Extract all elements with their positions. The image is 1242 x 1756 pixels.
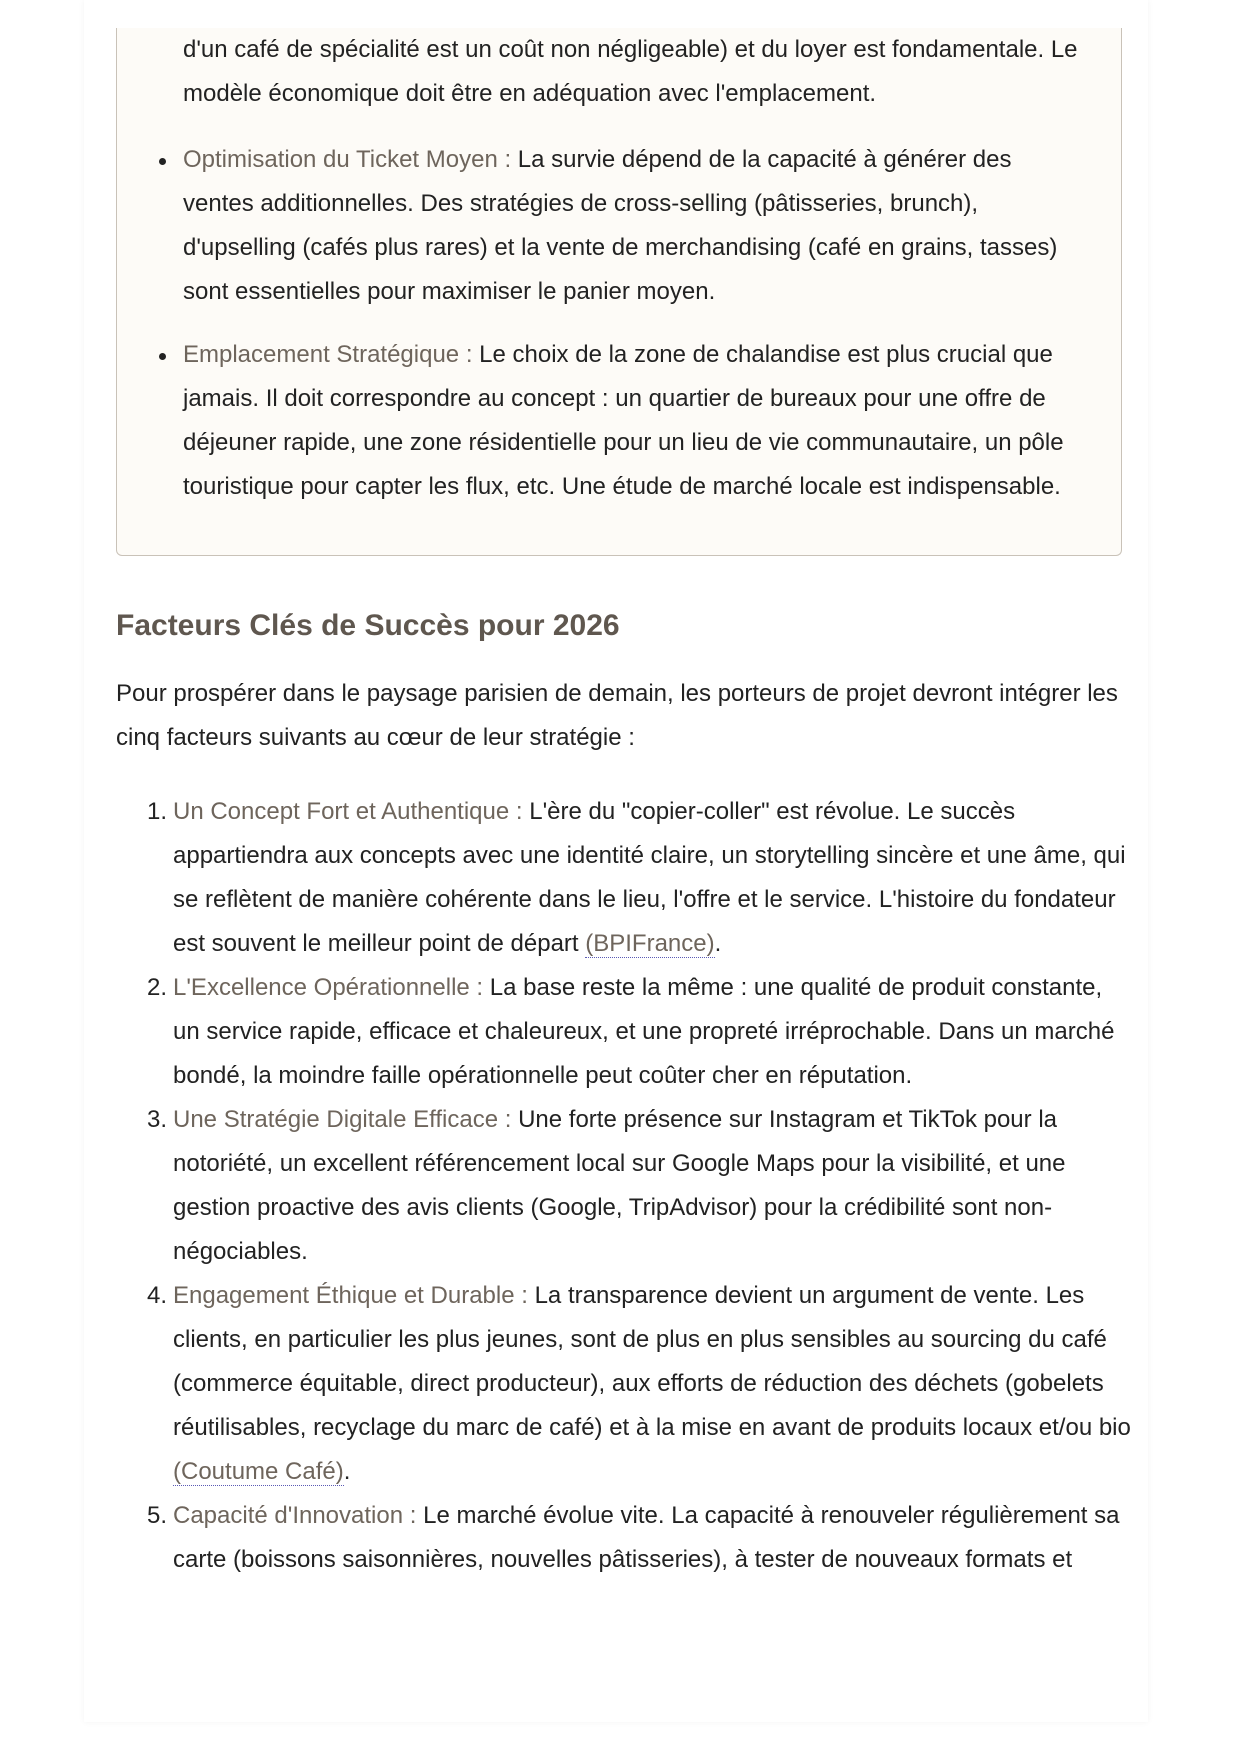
bullet-text: La survie dépend de la capacité à générer des ventes additionnelles. Des stratégies de cross-selling (pâtisseries, brunch), d'upselling (cafés plus rares) et la vente de merchandising (café en grains, tasses) sont essentielles pour maximiser le panier moyen.	[183, 146, 1058, 305]
factor-term: Une Stratégie Digitale Efficace :	[173, 1106, 512, 1133]
coutume-cafe-citation-link[interactable]: (Coutume Café)	[173, 1458, 344, 1485]
item-number: 4.	[147, 1282, 168, 1309]
item-number: 5.	[147, 1502, 168, 1529]
item-number: 3.	[147, 1106, 168, 1133]
factor-term: Engagement Éthique et Durable :	[173, 1282, 528, 1309]
factor-tail: .	[343, 1458, 351, 1485]
section-heading: Facteurs Clés de Succès pour 2026	[116, 609, 620, 642]
factor-text: Le marché évolue vite. La capacité à renouveler régulièrement sa carte (boissons saisonnières, nouvelles pâtisseries), à tester de nouveaux formats et	[173, 1502, 1120, 1573]
success-factors-list	[147, 790, 1133, 1582]
bullet-term: Optimisation du Ticket Moyen :	[183, 146, 512, 173]
list-item	[147, 1274, 1133, 1494]
factor-tail: .	[714, 930, 722, 957]
list-item	[183, 138, 1083, 314]
callout-bullet-list	[183, 138, 1083, 528]
list-item	[147, 790, 1133, 966]
factor-text: La base reste la même : une qualité de produit constante, un service rapide, efficace et chaleureux, et une propreté irréprochable. Dans un marché bondé, la moindre faille opérationnelle peut coûter cher en réputation.	[173, 974, 1115, 1089]
bpifrance-citation-link[interactable]: (BPIFrance)	[585, 930, 715, 957]
factor-term: Capacité d'Innovation :	[173, 1502, 417, 1529]
factor-text: L'ère du "copier-coller" est révolue. Le succès appartiendra aux concepts avec une identité claire, un storytelling sincère et une âme, qui se reflètent de manière cohérente dans le lieu, l'offre et le service. L'histoire du fondateur est souvent le meilleur point de départ	[173, 798, 1126, 957]
factor-text: La transparence devient un argument de vente. Les clients, en particulier les plus jeunes, sont de plus en plus sensibles au sourcing du café (commerce équitable, direct producteur), aux efforts de réduction des déchets (gobelets réutilisables, recyclage du marc de café) et à la mise en avant de produits locaux et/ou bio	[173, 1282, 1131, 1441]
bullet-term: Emplacement Stratégique :	[183, 341, 473, 368]
item-number: 1.	[147, 798, 168, 825]
list-item	[147, 1494, 1133, 1582]
factor-term: L'Excellence Opérationnelle :	[173, 974, 484, 1001]
list-item	[147, 1098, 1133, 1274]
section-intro: Pour prospérer dans le paysage parisien de demain, les porteurs de projet devront intégrer les cinq facteurs suivants au cœur de leur stratégie :	[116, 680, 1118, 751]
factor-term: Un Concept Fort et Authentique :	[173, 798, 523, 825]
callout-continuation-text: d'un café de spécialité est un coût non négligeable) et du loyer est fondamentale. Le modèle économique doit être en adéquation avec l'emplacement.	[183, 36, 1078, 107]
list-item	[183, 333, 1083, 509]
factor-text: Une forte présence sur Instagram et TikTok pour la notoriété, un excellent référencement local sur Google Maps pour la visibilité, et une gestion proactive des avis clients (Google, TripAdvisor) pour la crédibilité sont non-négociables.	[173, 1106, 1066, 1265]
list-item	[147, 966, 1133, 1098]
bullet-text: Le choix de la zone de chalandise est plus crucial que jamais. Il doit correspondre au concept : un quartier de bureaux pour une offre de déjeuner rapide, une zone résidentielle pour un lieu de vie communautaire, un pôle touristique pour capter les flux, etc. Une étude de marché locale est indispensable.	[183, 341, 1064, 500]
item-number: 2.	[147, 974, 168, 1001]
